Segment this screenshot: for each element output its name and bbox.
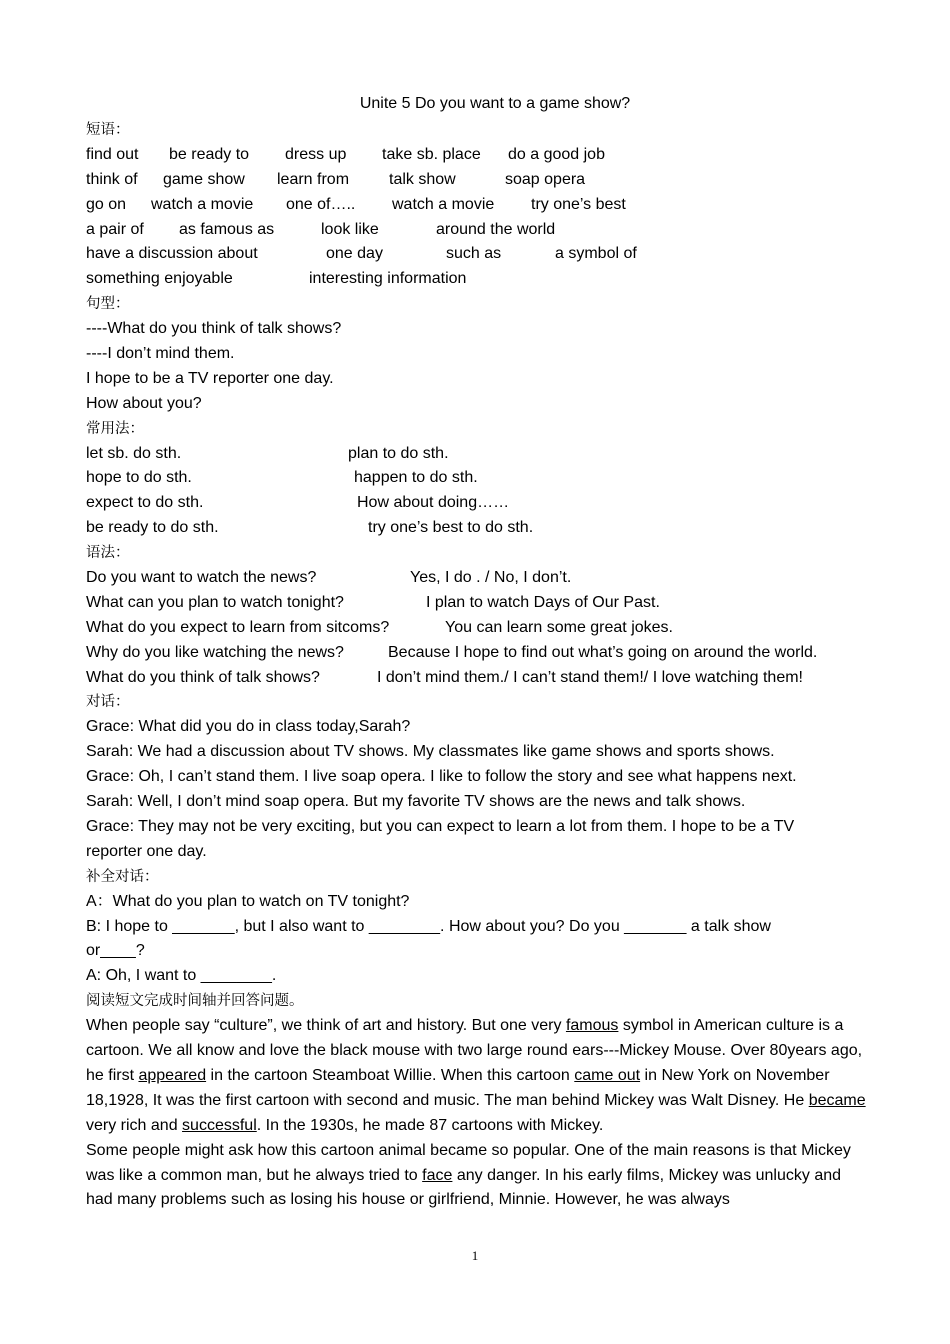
dialogue-line: reporter one day. — [86, 842, 207, 860]
grammar-question: What do you think of talk shows? — [86, 668, 320, 686]
grammar-answer: I plan to watch Days of Our Past. — [426, 593, 660, 611]
phrase: a symbol of — [555, 245, 637, 263]
underlined-word: came out — [574, 1066, 641, 1084]
phrase: dress up — [285, 145, 347, 163]
phrase-row — [86, 267, 866, 292]
usage-row — [86, 491, 866, 516]
usage-item: plan to do sth. — [348, 444, 449, 462]
usage-item: hope to do sth. — [86, 469, 192, 487]
phrase: something enjoyable — [86, 270, 233, 288]
phrase: soap opera — [505, 170, 586, 188]
dialogue-line: Grace: Oh, I can’t stand them. I live soap opera. I like to follow the story and see what happens next. — [86, 768, 797, 786]
underlined-word: face — [422, 1166, 453, 1184]
phrase: watch a movie — [392, 195, 495, 213]
reading-paragraph-1 — [86, 1014, 866, 1139]
phrase: such as — [446, 245, 502, 263]
grammar-question: Do you want to watch the news? — [86, 569, 317, 587]
phrase: try one’s best — [531, 195, 626, 213]
phrase-row — [86, 193, 866, 218]
underlined-word: appeared — [138, 1066, 207, 1084]
phrase: around the world — [436, 220, 556, 238]
document-body — [86, 118, 866, 1213]
phrase-row — [86, 143, 866, 168]
phrase: be ready to — [169, 145, 250, 163]
reading-text: Some people might ask how this cartoon animal became so popular. One of the main reasons is that Mickey was like a common man, but he always tried to — [86, 1141, 851, 1184]
phrase: go on — [86, 195, 127, 213]
phrases-section — [86, 143, 866, 292]
phrase: learn from — [277, 170, 350, 188]
reading-text: very rich and — [86, 1116, 183, 1134]
usage-item: happen to do sth. — [354, 469, 478, 487]
phrase: a pair of — [86, 220, 144, 238]
underlined-word: famous — [565, 1017, 619, 1035]
reading-paragraph-2 — [86, 1139, 866, 1214]
grammar-question: Why do you like watching the news? — [86, 643, 344, 661]
underlined-word: became — [808, 1091, 866, 1109]
phrase: find out — [86, 145, 139, 163]
usage-item: try one’s best to do sth. — [368, 519, 534, 537]
dialogue-line: Grace: They may not be very exciting, but you can expect to learn a lot from them. I hope to be a TV — [86, 817, 795, 835]
grammar-answer: You can learn some great jokes. — [445, 618, 673, 636]
grammar-row — [86, 566, 866, 591]
reading-text: in the cartoon Steamboat Willie. When this cartoon — [206, 1066, 575, 1084]
grammar-row — [86, 666, 866, 691]
phrase: do a good job — [508, 145, 605, 163]
heading-sentences: 句型： — [86, 296, 130, 313]
grammar-row — [86, 641, 866, 666]
grammar-answer: Yes, I do . / No, I don’t. — [410, 569, 572, 587]
grammar-row — [86, 616, 866, 641]
phrase: look like — [321, 220, 379, 238]
heading-dialogue: 对话： — [86, 694, 130, 711]
page-title: Unite 5 Do you want to a game show? — [359, 95, 631, 112]
phrase: one of….. — [286, 195, 356, 213]
phrase: one day — [326, 245, 383, 263]
heading-complete-dialogue: 补全对话： — [86, 868, 159, 885]
phrase-row — [86, 168, 866, 193]
usage-item: be ready to do sth. — [86, 519, 219, 537]
usage-item: expect to do sth. — [86, 494, 204, 512]
phrase-row — [86, 218, 866, 243]
sentence-line: ----I don’t mind them. — [86, 345, 235, 363]
phrase: game show — [163, 170, 245, 188]
phrase-row — [86, 242, 866, 267]
sentence-line: I hope to be a TV reporter one day. — [86, 369, 334, 387]
phrase: as famous as — [179, 220, 275, 238]
grammar-question: What do you expect to learn from sitcoms? — [86, 618, 390, 636]
sentence-line: ----What do you think of talk shows? — [86, 320, 342, 338]
dialogue-line: Sarah: We had a discussion about TV shows. My classmates like game shows and sports shows. — [86, 743, 775, 761]
underlined-word: successful — [182, 1116, 257, 1134]
phrase: think of — [86, 170, 138, 188]
reading-text: . In the 1930s, he made 87 cartoons with Mickey. — [256, 1116, 604, 1134]
grammar-answer: I don’t mind them./ I can’t stand them!/ I love watching them! — [377, 668, 803, 686]
phrase: take sb. place — [382, 145, 481, 163]
heading-grammar: 语法： — [86, 545, 130, 562]
grammar-row — [86, 591, 866, 616]
reading-text: any danger. In his early films, Mickey was unlucky and had many problems such as losing his house or girlfriend, Minnie. However, he was always — [86, 1166, 842, 1209]
usage-row — [86, 466, 866, 491]
phrase: watch a movie — [151, 195, 254, 213]
dialogue-line: Sarah: Well, I don’t mind soap opera. But my favorite TV shows are the news and talk shows. — [86, 793, 746, 811]
grammar-answer: Because I hope to find out what’s going on around the world. — [388, 643, 818, 661]
phrase: interesting information — [309, 270, 467, 288]
grammar-question: What can you plan to watch tonight? — [86, 593, 344, 611]
usage-row — [86, 442, 866, 467]
usage-item: let sb. do sth. — [86, 444, 182, 462]
reading-text: symbol in American culture is a cartoon. We all know and love the black mouse with two large round ears---Mickey Mouse. Over 80years ago, he first — [86, 1017, 863, 1084]
page-number: 1 — [471, 1248, 479, 1263]
reading-text: When people say “culture”, we think of art and history. But one very — [86, 1017, 566, 1035]
phrase: talk show — [389, 170, 456, 188]
heading-phrases: 短语： — [86, 122, 130, 138]
phrase: have a discussion about — [86, 245, 258, 263]
usage-item: How about doing…… — [357, 494, 510, 512]
exercise-line: or____? — [86, 942, 145, 960]
heading-usage: 常用法： — [86, 420, 144, 437]
exercise-line: B: I hope to _______, but I also want to ________. How about you? Do you _______ a talk show — [86, 917, 771, 935]
dialogue-line: Grace: What did you do in class today,Sarah? — [86, 718, 411, 736]
heading-reading: 阅读短文完成时间轴并回答问题。 — [86, 993, 304, 1010]
usage-row — [86, 516, 866, 541]
sentence-line: How about you? — [86, 394, 202, 412]
reading-text: in New York on November 18,1928, It was the first cartoon with second and music. The man behind Mickey was Walt Disney. He — [86, 1066, 830, 1109]
exercise-line: A: Oh, I want to ________. — [86, 967, 277, 985]
exercise-line: A：What do you plan to watch on TV tonight? — [86, 892, 410, 910]
